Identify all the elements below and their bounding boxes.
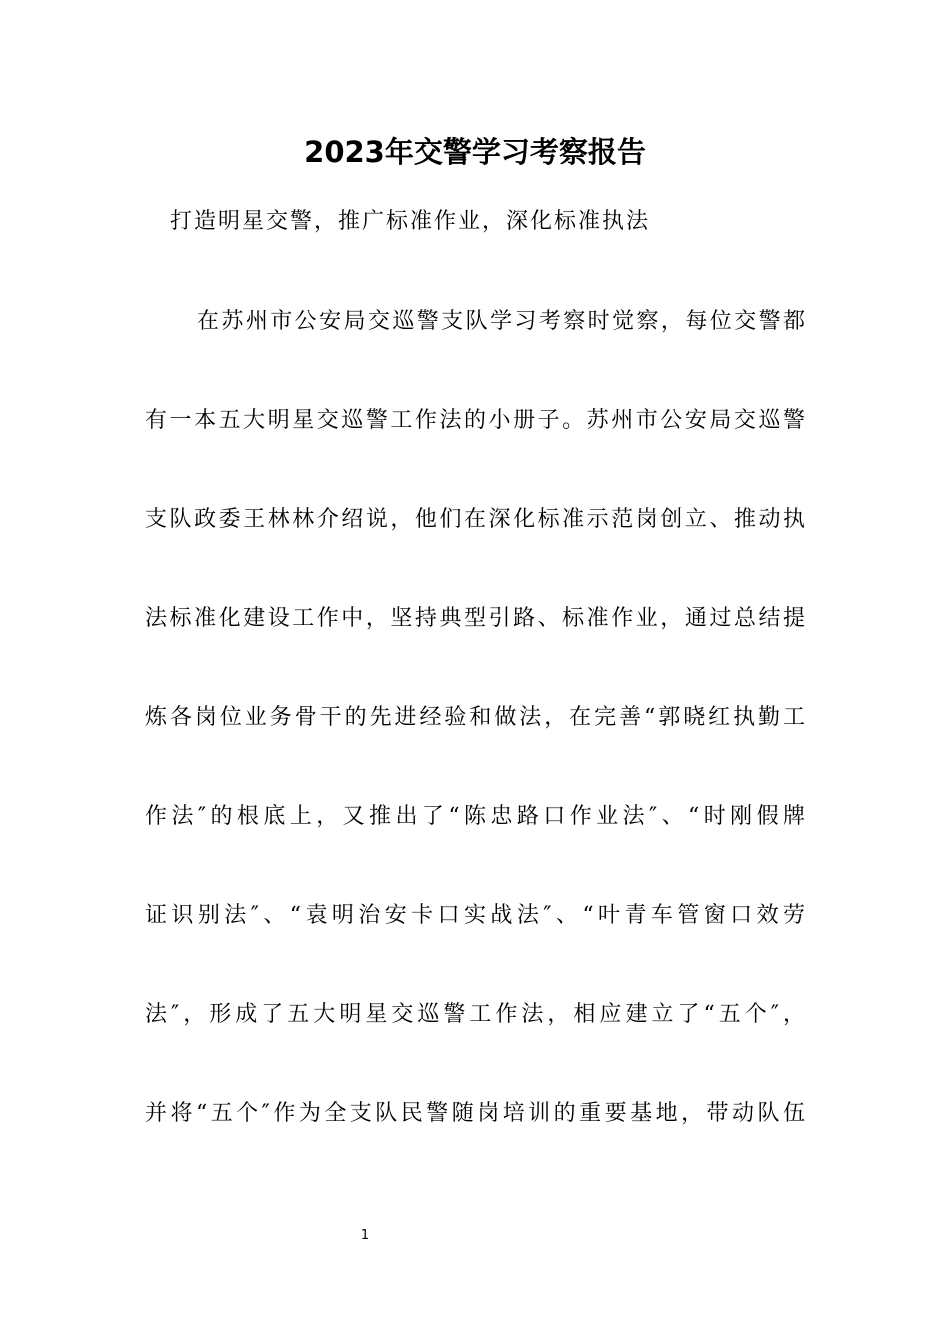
document-title: 2023年交警学习考察报告 (304, 135, 646, 169)
paragraph-line: 法″，形成了五大明星交巡警工作法，相应建立了“五个″， (145, 1002, 805, 1027)
paragraph-line: 证识别法″、“袁明治安卡口实战法″、“叶青车管窗口效劳 (145, 903, 805, 928)
document-subtitle: 打造明星交警，推广标准作业，深化标准执法 (170, 209, 651, 234)
paragraph-line: 炼各岗位业务骨干的先进经验和做法，在完善“郭晓红执勤工 (145, 705, 805, 730)
paragraph-line: 有一本五大明星交巡警工作法的小册子。苏州市公安局交巡警 (145, 408, 805, 433)
paragraph-line: 并将“五个″作为全支队民警随岗培训的重要基地，带动队伍 (145, 1101, 805, 1126)
paragraph-line: 法标准化建设工作中，坚持典型引路、标准作业，通过总结提 (145, 606, 805, 631)
page-number: 1 (360, 1228, 370, 1243)
paragraph-line: 作法″的根底上，又推出了“陈忠路口作业法″、“时刚假牌 (145, 804, 805, 829)
paragraph-line: 支队政委王林林介绍说，他们在深化标准示范岗创立、推动执 (145, 507, 805, 532)
paragraph-line: 在苏州市公安局交巡警支队学习考察时觉察，每位交警都 (197, 309, 805, 334)
